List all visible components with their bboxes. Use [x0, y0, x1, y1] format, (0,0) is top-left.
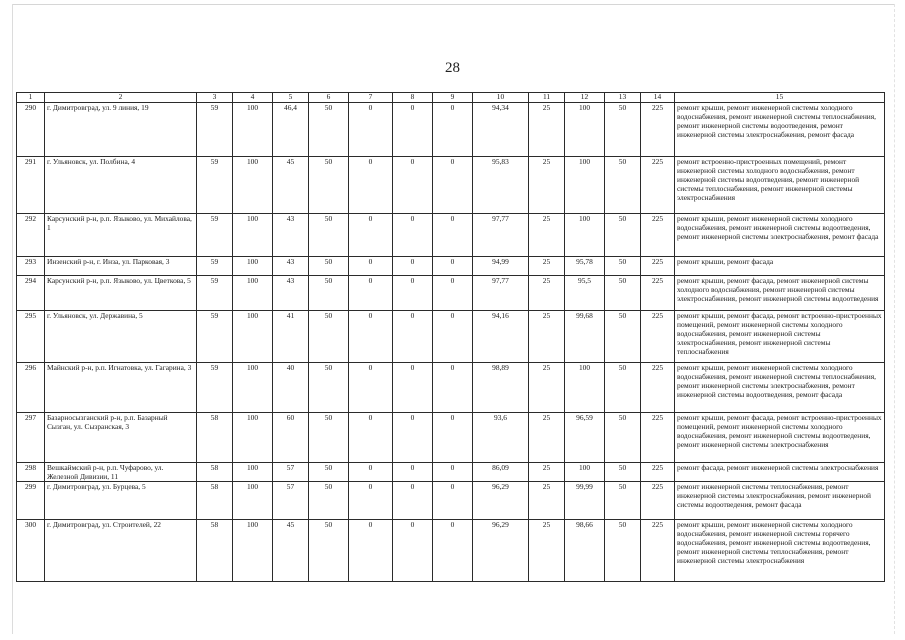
value-cell-10: 94,34 [473, 103, 529, 157]
row-number-cell: 300 [17, 520, 45, 582]
table-row [17, 482, 885, 520]
table-row [17, 157, 885, 214]
address-cell: Вешкаймский р-н, р.п. Чуфарово, ул. Железной Дивизии, 11 [45, 463, 197, 482]
value-cell-10: 97,77 [473, 214, 529, 257]
value-cell-7: 0 [349, 276, 393, 311]
table-body [17, 103, 885, 582]
page-edge-left [12, 4, 13, 634]
value-cell-10: 86,09 [473, 463, 529, 482]
address-cell: г. Димитровград, ул. Строителей, 22 [45, 520, 197, 582]
value-cell-8: 0 [393, 276, 433, 311]
value-cell-13: 50 [605, 103, 641, 157]
value-cell-14: 225 [641, 103, 675, 157]
column-number: 15 [675, 93, 885, 103]
value-cell-4: 100 [233, 157, 273, 214]
column-number: 14 [641, 93, 675, 103]
value-cell-9: 0 [433, 463, 473, 482]
works-description-cell: ремонт крыши, ремонт инженерной системы холодного водоснабжения, ремонт инженерной системы горячего водоснабжения, ремонт инженерной системы водоотведения, ремонт инженерной системы теплоснабжения, ремонт инженерной системы электроснабжения [675, 520, 885, 582]
repair-schedule-table [16, 92, 885, 582]
value-cell-3: 59 [197, 214, 233, 257]
value-cell-10: 94,99 [473, 257, 529, 276]
value-cell-3: 59 [197, 103, 233, 157]
value-cell-9: 0 [433, 482, 473, 520]
value-cell-8: 0 [393, 103, 433, 157]
column-number: 6 [309, 93, 349, 103]
value-cell-7: 0 [349, 520, 393, 582]
value-cell-8: 0 [393, 363, 433, 413]
value-cell-4: 100 [233, 482, 273, 520]
value-cell-7: 0 [349, 311, 393, 363]
value-cell-3: 59 [197, 157, 233, 214]
page-edge-right [894, 4, 895, 634]
value-cell-3: 58 [197, 463, 233, 482]
value-cell-11: 25 [529, 311, 565, 363]
value-cell-5: 43 [273, 214, 309, 257]
column-number-row [17, 93, 885, 103]
table-row [17, 276, 885, 311]
value-cell-6: 50 [309, 103, 349, 157]
value-cell-13: 50 [605, 413, 641, 463]
value-cell-10: 96,29 [473, 482, 529, 520]
table-row [17, 311, 885, 363]
works-description-cell: ремонт крыши, ремонт фасада, ремонт инженерной системы холодного водоснабжения, ремонт инженерной системы электроснабжения, ремонт инженерной системы водоотведения [675, 276, 885, 311]
address-cell: Карсунский р-н, р.п. Языково, ул. Михайлова, 1 [45, 214, 197, 257]
value-cell-14: 225 [641, 276, 675, 311]
address-cell: Инзенский р-н, г. Инза, ул. Парковая, 3 [45, 257, 197, 276]
value-cell-12: 96,59 [565, 413, 605, 463]
value-cell-13: 50 [605, 311, 641, 363]
value-cell-4: 100 [233, 413, 273, 463]
row-number-cell: 297 [17, 413, 45, 463]
value-cell-3: 59 [197, 276, 233, 311]
value-cell-11: 25 [529, 157, 565, 214]
value-cell-3: 58 [197, 520, 233, 582]
column-number: 7 [349, 93, 393, 103]
value-cell-7: 0 [349, 103, 393, 157]
value-cell-12: 95,5 [565, 276, 605, 311]
value-cell-12: 99,99 [565, 482, 605, 520]
value-cell-4: 100 [233, 103, 273, 157]
works-description-cell: ремонт крыши, ремонт инженерной системы холодного водоснабжения, ремонт инженерной системы теплоснабжения, ремонт инженерной системы водоотведения, ремонт инженерной системы электроснабжения, ремонт фасада [675, 103, 885, 157]
value-cell-11: 25 [529, 482, 565, 520]
value-cell-8: 0 [393, 157, 433, 214]
value-cell-5: 45 [273, 157, 309, 214]
value-cell-13: 50 [605, 482, 641, 520]
value-cell-9: 0 [433, 276, 473, 311]
column-number: 11 [529, 93, 565, 103]
value-cell-14: 225 [641, 157, 675, 214]
works-description-cell: ремонт встроенно-пристроенных помещений, ремонт инженерной системы холодного водоснабжения, ремонт инженерной системы водоотведения, ремонт инженерной системы теплоснабжения, ремонт инженерной системы электроснабжения [675, 157, 885, 214]
value-cell-13: 50 [605, 463, 641, 482]
value-cell-14: 225 [641, 257, 675, 276]
value-cell-13: 50 [605, 257, 641, 276]
value-cell-4: 100 [233, 520, 273, 582]
value-cell-9: 0 [433, 363, 473, 413]
value-cell-7: 0 [349, 463, 393, 482]
value-cell-14: 225 [641, 482, 675, 520]
column-number: 2 [45, 93, 197, 103]
value-cell-8: 0 [393, 257, 433, 276]
value-cell-10: 93,6 [473, 413, 529, 463]
value-cell-4: 100 [233, 276, 273, 311]
works-description-cell: ремонт крыши, ремонт фасада, ремонт встроенно-пристроенных помещений, ремонт инженерной системы холодного водоснабжения, ремонт инженерной системы электроснабжения, ремонт инженерной системы теплоснабжения [675, 311, 885, 363]
column-number: 13 [605, 93, 641, 103]
table-row [17, 363, 885, 413]
value-cell-13: 50 [605, 520, 641, 582]
value-cell-6: 50 [309, 257, 349, 276]
value-cell-14: 225 [641, 214, 675, 257]
value-cell-8: 0 [393, 463, 433, 482]
value-cell-7: 0 [349, 157, 393, 214]
value-cell-5: 43 [273, 257, 309, 276]
value-cell-10: 98,89 [473, 363, 529, 413]
row-number-cell: 296 [17, 363, 45, 413]
value-cell-5: 45 [273, 520, 309, 582]
table-row [17, 257, 885, 276]
row-number-cell: 290 [17, 103, 45, 157]
value-cell-9: 0 [433, 311, 473, 363]
value-cell-3: 58 [197, 413, 233, 463]
row-number-cell: 293 [17, 257, 45, 276]
value-cell-5: 46,4 [273, 103, 309, 157]
table-row [17, 413, 885, 463]
value-cell-14: 225 [641, 520, 675, 582]
value-cell-12: 95,78 [565, 257, 605, 276]
value-cell-14: 225 [641, 311, 675, 363]
works-description-cell: ремонт фасада, ремонт инженерной системы электроснабжения [675, 463, 885, 482]
value-cell-4: 100 [233, 214, 273, 257]
works-description-cell: ремонт крыши, ремонт фасада [675, 257, 885, 276]
table-row [17, 463, 885, 482]
value-cell-3: 59 [197, 363, 233, 413]
page-edge-top [12, 4, 894, 5]
address-cell: Майнский р-н, р.п. Игнатовка, ул. Гагарина, 3 [45, 363, 197, 413]
value-cell-6: 50 [309, 482, 349, 520]
value-cell-5: 60 [273, 413, 309, 463]
value-cell-14: 225 [641, 463, 675, 482]
column-number: 8 [393, 93, 433, 103]
value-cell-14: 225 [641, 413, 675, 463]
value-cell-8: 0 [393, 311, 433, 363]
value-cell-13: 50 [605, 276, 641, 311]
value-cell-9: 0 [433, 520, 473, 582]
address-cell: Карсунский р-н, р.п. Языково, ул. Цветкова, 5 [45, 276, 197, 311]
column-number: 5 [273, 93, 309, 103]
table-row [17, 103, 885, 157]
value-cell-5: 40 [273, 363, 309, 413]
value-cell-11: 25 [529, 103, 565, 157]
address-cell: г. Ульяновск, ул. Державина, 5 [45, 311, 197, 363]
value-cell-8: 0 [393, 482, 433, 520]
value-cell-7: 0 [349, 214, 393, 257]
row-number-cell: 295 [17, 311, 45, 363]
row-number-cell: 298 [17, 463, 45, 482]
value-cell-4: 100 [233, 257, 273, 276]
value-cell-6: 50 [309, 157, 349, 214]
value-cell-6: 50 [309, 413, 349, 463]
value-cell-7: 0 [349, 482, 393, 520]
value-cell-3: 59 [197, 311, 233, 363]
table-row [17, 214, 885, 257]
column-number: 4 [233, 93, 273, 103]
works-description-cell: ремонт инженерной системы теплоснабжения, ремонт инженерной системы электроснабжения, ремонт инженерной системы водоотведения, ремонт фасада [675, 482, 885, 520]
value-cell-11: 25 [529, 214, 565, 257]
value-cell-11: 25 [529, 257, 565, 276]
works-description-cell: ремонт крыши, ремонт инженерной системы холодного водоснабжения, ремонт инженерной системы водоотведения, ремонт инженерной системы электроснабжения, ремонт фасада [675, 214, 885, 257]
value-cell-4: 100 [233, 363, 273, 413]
value-cell-14: 225 [641, 363, 675, 413]
value-cell-11: 25 [529, 363, 565, 413]
value-cell-10: 94,16 [473, 311, 529, 363]
value-cell-5: 43 [273, 276, 309, 311]
column-number: 10 [473, 93, 529, 103]
value-cell-9: 0 [433, 103, 473, 157]
value-cell-8: 0 [393, 214, 433, 257]
value-cell-3: 58 [197, 482, 233, 520]
column-number: 1 [17, 93, 45, 103]
value-cell-11: 25 [529, 463, 565, 482]
value-cell-12: 98,66 [565, 520, 605, 582]
value-cell-7: 0 [349, 413, 393, 463]
value-cell-6: 50 [309, 463, 349, 482]
value-cell-12: 99,68 [565, 311, 605, 363]
value-cell-6: 50 [309, 520, 349, 582]
row-number-cell: 291 [17, 157, 45, 214]
value-cell-9: 0 [433, 413, 473, 463]
address-cell: г. Димитровград, ул. 9 линия, 19 [45, 103, 197, 157]
value-cell-5: 41 [273, 311, 309, 363]
value-cell-4: 100 [233, 311, 273, 363]
value-cell-6: 50 [309, 214, 349, 257]
value-cell-13: 50 [605, 157, 641, 214]
table-row [17, 520, 885, 582]
value-cell-9: 0 [433, 257, 473, 276]
column-number: 12 [565, 93, 605, 103]
value-cell-10: 95,83 [473, 157, 529, 214]
column-number: 9 [433, 93, 473, 103]
column-number: 3 [197, 93, 233, 103]
address-cell: Базарносызганский р-н, р.п. Базарный Сызган, ул. Сызранская, 3 [45, 413, 197, 463]
value-cell-13: 50 [605, 363, 641, 413]
address-cell: г. Димитровград, ул. Бурцева, 5 [45, 482, 197, 520]
value-cell-7: 0 [349, 257, 393, 276]
address-cell: г. Ульяновск, ул. Полбина, 4 [45, 157, 197, 214]
value-cell-4: 100 [233, 463, 273, 482]
value-cell-12: 100 [565, 157, 605, 214]
value-cell-6: 50 [309, 276, 349, 311]
value-cell-11: 25 [529, 520, 565, 582]
value-cell-3: 59 [197, 257, 233, 276]
value-cell-6: 50 [309, 363, 349, 413]
value-cell-7: 0 [349, 363, 393, 413]
value-cell-5: 57 [273, 482, 309, 520]
value-cell-10: 97,77 [473, 276, 529, 311]
value-cell-13: 50 [605, 214, 641, 257]
page-number: 28 [445, 60, 460, 76]
value-cell-9: 0 [433, 157, 473, 214]
value-cell-11: 25 [529, 276, 565, 311]
value-cell-5: 57 [273, 463, 309, 482]
works-description-cell: ремонт крыши, ремонт инженерной системы холодного водоснабжения, ремонт инженерной системы теплоснабжения, ремонт инженерной системы электроснабжения, ремонт инженерной системы водоотведения, ремонт фасада [675, 363, 885, 413]
value-cell-11: 25 [529, 413, 565, 463]
value-cell-6: 50 [309, 311, 349, 363]
row-number-cell: 294 [17, 276, 45, 311]
value-cell-12: 100 [565, 214, 605, 257]
value-cell-12: 100 [565, 363, 605, 413]
value-cell-8: 0 [393, 413, 433, 463]
value-cell-12: 100 [565, 103, 605, 157]
value-cell-9: 0 [433, 214, 473, 257]
works-description-cell: ремонт крыши, ремонт фасада, ремонт встроенно-пристроенных помещений, ремонт инженерной системы холодного водоснабжения, ремонт инженерной системы водоотведения, ремонт инженерной системы электроснабжения [675, 413, 885, 463]
row-number-cell: 292 [17, 214, 45, 257]
value-cell-8: 0 [393, 520, 433, 582]
value-cell-10: 96,29 [473, 520, 529, 582]
value-cell-12: 100 [565, 463, 605, 482]
row-number-cell: 299 [17, 482, 45, 520]
